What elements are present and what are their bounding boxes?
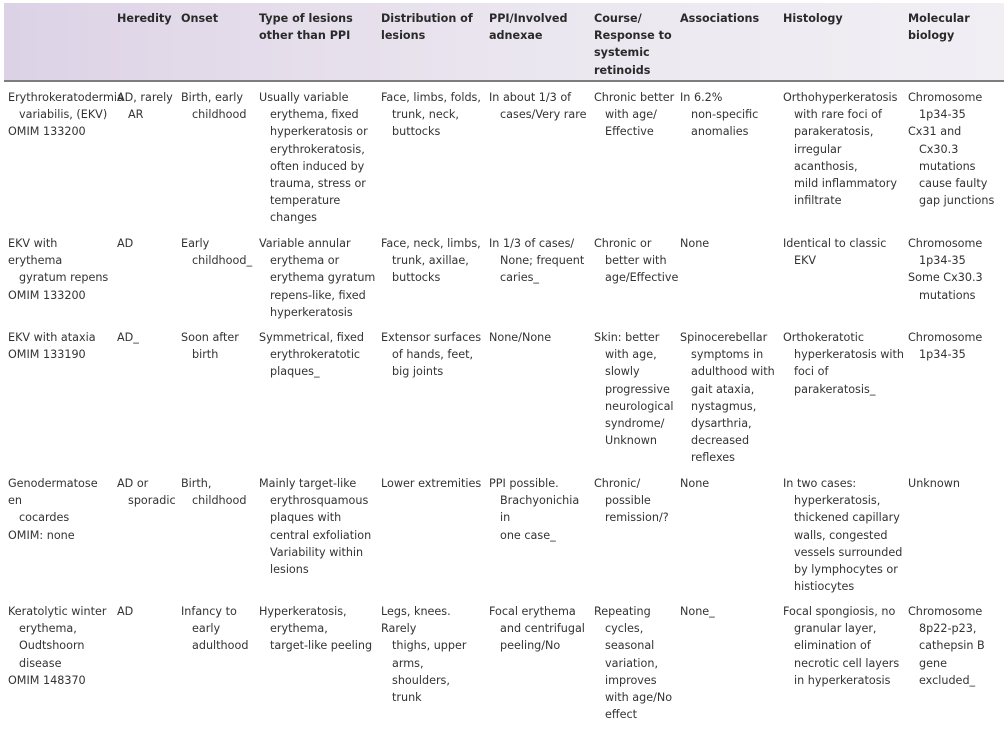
cell-line: AD or: [117, 477, 149, 490]
cell-line: None: [680, 477, 710, 490]
cell-line: Chronic/: [594, 477, 641, 490]
cell-disorder: [4, 322, 117, 468]
cell-line: adulthood with: [691, 365, 775, 379]
cell-line: non-specific: [691, 108, 759, 122]
header-line: adnexae: [489, 29, 543, 43]
cell-heredity: [117, 228, 181, 322]
cell-line: cases/Very rare: [500, 108, 587, 122]
cell-line: changes: [270, 211, 318, 225]
cell-line: Infancy to: [181, 605, 237, 618]
header-line: PPI/Involved: [489, 12, 568, 25]
cell-line: erythema gyratum: [270, 271, 376, 285]
cell-line: remission/?: [605, 511, 669, 525]
cell-line: better with: [605, 254, 667, 268]
cell-line: of hands, feet,: [392, 348, 474, 362]
cell-line: arms, shoulders,: [392, 656, 450, 687]
table-row: [4, 468, 1004, 596]
cell-line: vessels surrounded: [794, 545, 903, 559]
cell-onset: [181, 596, 259, 723]
cell-line: AD: [117, 237, 134, 250]
cell-line: peeling/No: [500, 639, 561, 653]
cell-line: 1p34-35: [919, 254, 966, 268]
cell-line: irregular acanthosis,: [794, 142, 858, 173]
cell-line: cathepsin B: [919, 639, 985, 653]
cell-line: mild inflammatory: [794, 177, 897, 191]
cell-line: Cx31 and: [908, 125, 962, 139]
cell-line: erythema, fixed: [270, 108, 359, 122]
cell-line: None_: [680, 605, 715, 618]
cell-lesion-type: [259, 228, 381, 322]
cell-line: plaques with: [270, 511, 342, 525]
header-line: Heredity: [117, 12, 172, 25]
cell-line: Mainly target-like: [259, 477, 357, 490]
cell-line: buttocks: [392, 271, 441, 285]
cell-line: AR: [128, 108, 144, 122]
cell-line: trunk, axillae,: [392, 254, 469, 268]
cell-heredity: [117, 596, 181, 723]
cell-line: Orthohyperkeratosis: [783, 91, 898, 104]
cell-line: and centrifugal: [500, 622, 585, 636]
cell-line: thighs, upper: [392, 639, 467, 653]
header-line: Response to: [594, 29, 672, 43]
cell-histology: [783, 468, 908, 596]
table-row: [4, 228, 1004, 322]
cell-distribution: [381, 228, 489, 322]
cell-line: None; frequent: [500, 254, 585, 268]
cell-disorder: [4, 228, 117, 322]
cell-course-response: [594, 468, 680, 596]
cell-line: walls, congested: [794, 528, 888, 542]
cell-line: one case_: [500, 528, 556, 542]
cell-line: None: [680, 237, 710, 250]
cell-line: OMIM 148370: [8, 673, 86, 687]
cell-distribution: [381, 322, 489, 468]
cell-line: erythrosquamous: [270, 494, 369, 508]
cell-line: Variable annular: [259, 237, 351, 250]
cell-heredity: [117, 468, 181, 596]
cell-line: gap junctions: [919, 194, 995, 208]
header-line: Histology: [783, 12, 843, 25]
column-header-associations: [680, 3, 783, 81]
cell-associations: [680, 228, 783, 322]
cell-line: possible: [605, 494, 651, 508]
cell-line: buttocks: [392, 125, 441, 139]
cell-heredity: [117, 322, 181, 468]
cell-line: Birth, early: [181, 91, 244, 104]
cell-distribution: [381, 596, 489, 723]
cell-line: Effective: [605, 125, 654, 139]
cell-line: EKV with ataxia: [8, 331, 96, 344]
genodermatoses-table: [4, 3, 1004, 723]
cell-line: cause faulty: [919, 177, 988, 191]
header-line: Distribution of: [381, 12, 473, 25]
cell-line: hyperkeratosis or: [270, 125, 368, 139]
cell-line: EKV: [794, 254, 817, 268]
cell-line: improves: [605, 673, 657, 687]
cell-line: Brachyonichia in: [500, 494, 580, 525]
cell-line: excluded_: [919, 673, 976, 687]
cell-line: with age/: [605, 108, 657, 122]
cell-line: AD_: [117, 331, 139, 344]
cell-line: big joints: [392, 365, 444, 379]
cell-line: Extensor surfaces: [381, 331, 482, 344]
cell-line: OMIM: none: [8, 528, 75, 542]
cell-histology: [783, 81, 908, 228]
header-line: Course/: [594, 12, 642, 25]
table-row: [4, 81, 1004, 228]
cell-line: progressive: [605, 382, 670, 396]
cell-line: parakeratosis,: [794, 125, 874, 139]
header-line: systemic: [594, 46, 650, 60]
cell-line: OMIM 133200: [8, 288, 86, 302]
cell-line: temperature: [270, 194, 341, 208]
cell-line: None/None: [489, 331, 552, 344]
cell-line: OMIM 133190: [8, 348, 86, 362]
cell-line: trunk: [392, 691, 422, 705]
cell-line: variabilis, (EKV): [19, 108, 108, 122]
cell-line: Usually variable: [259, 91, 349, 104]
cell-line: variation,: [605, 656, 659, 670]
cell-line: Unknown: [908, 477, 960, 490]
cell-line: gene: [919, 656, 947, 670]
cell-line: birth: [192, 348, 219, 362]
cell-molecular-biology: [908, 596, 1004, 723]
cell-line: gait ataxia,: [691, 382, 755, 396]
header-line: retinoids: [594, 63, 651, 77]
cell-line: early: [192, 622, 221, 636]
table-body: [4, 81, 1004, 723]
cell-line: Chronic better: [594, 91, 675, 104]
cell-line: Early: [181, 237, 210, 250]
header-line: Molecular: [908, 12, 970, 25]
cell-line: Erythrokeratodermia: [8, 91, 124, 104]
cell-line: age/Effective: [605, 271, 679, 285]
cell-line: necrotic cell layers: [794, 656, 900, 670]
cell-line: trunk, neck,: [392, 108, 459, 122]
cell-line: erythrokeratotic: [270, 348, 361, 362]
cell-onset: [181, 322, 259, 468]
header-row: [4, 3, 1004, 81]
cell-line: cycles,: [605, 622, 644, 636]
cell-line: seasonal: [605, 639, 655, 653]
cell-lesion-type: [259, 322, 381, 468]
cell-line: hyperkeratosis with: [794, 348, 905, 362]
cell-line: syndrome/: [605, 417, 665, 431]
cell-line: EKV with erythema: [8, 237, 63, 268]
cell-line: trauma, stress or: [270, 177, 366, 191]
cell-line: lesions: [270, 563, 309, 577]
cell-line: Focal spongiosis, no: [783, 605, 896, 618]
cell-disorder: [4, 468, 117, 596]
cell-line: Chromosome: [908, 331, 983, 344]
cell-line: Some Cx30.3: [908, 271, 983, 285]
cell-line: infiltrate: [794, 194, 842, 208]
cell-line: effect: [605, 708, 638, 722]
cell-distribution: [381, 81, 489, 228]
column-header-heredity: [117, 3, 181, 81]
cell-line: Cx30.3: [919, 142, 959, 156]
cell-line: Unknown: [605, 434, 657, 448]
cell-line: childhood_: [192, 254, 253, 268]
cell-associations: [680, 322, 783, 468]
cell-line: thickened capillary: [794, 511, 900, 525]
cell-molecular-biology: [908, 81, 1004, 228]
cell-line: Lower extremities: [381, 477, 482, 490]
cell-line: disease: [19, 656, 62, 670]
cell-line: AD, rarely: [117, 91, 173, 104]
cell-line: childhood: [192, 494, 247, 508]
cell-onset: [181, 81, 259, 228]
cell-heredity: [117, 81, 181, 228]
cell-line: Chromosome: [908, 605, 983, 618]
column-header-histology: [783, 3, 908, 81]
cell-line: decreased: [691, 434, 750, 448]
cell-line: Face, neck, limbs,: [381, 237, 481, 250]
cell-ppi-adnexae: [489, 322, 594, 468]
cell-course-response: [594, 322, 680, 468]
cell-line: Repeating: [594, 605, 651, 618]
cell-lesion-type: [259, 81, 381, 228]
cell-distribution: [381, 468, 489, 596]
cell-line: Keratolytic winter: [8, 605, 107, 618]
cell-line: Birth,: [181, 477, 212, 490]
cell-line: erythema,: [19, 622, 77, 636]
cell-onset: [181, 468, 259, 596]
cell-histology: [783, 596, 908, 723]
cell-line: central exfoliation: [270, 528, 372, 542]
header-line: biology: [908, 29, 955, 43]
cell-lesion-type: [259, 596, 381, 723]
cell-line: sporadic: [128, 494, 176, 508]
column-header-onset: [181, 3, 259, 81]
cell-course-response: [594, 228, 680, 322]
column-header-course-response: [594, 3, 680, 81]
cell-line: AD: [117, 605, 134, 618]
cell-line: hyperkeratosis,: [794, 494, 881, 508]
cell-line: Focal erythema: [489, 605, 576, 618]
cell-line: erythema,: [270, 622, 328, 636]
document-page: [4, 3, 1004, 723]
cell-line: erythrokeratosis,: [270, 142, 365, 156]
header-line: Type of lesions: [259, 12, 353, 25]
cell-line: repens-like, fixed: [270, 288, 366, 302]
cell-molecular-biology: [908, 322, 1004, 468]
cell-line: mutations: [919, 288, 976, 302]
cell-line: adulthood: [192, 639, 249, 653]
cell-line: mutations: [919, 159, 976, 173]
cell-line: In two cases:: [783, 477, 857, 490]
cell-line: Spinocerebellar: [680, 331, 768, 344]
cell-line: Hyperkeratosis,: [259, 605, 347, 618]
cell-line: Genodermatose en: [8, 477, 98, 508]
cell-line: In about 1/3 of: [489, 91, 572, 104]
column-header-ppi-adnexae: [489, 3, 594, 81]
cell-ppi-adnexae: [489, 468, 594, 596]
header-line: Onset: [181, 12, 219, 25]
cell-disorder: [4, 596, 117, 723]
table-header: [4, 3, 1004, 81]
cell-line: Symmetrical, fixed: [259, 331, 365, 344]
cell-line: by lymphocytes or: [794, 563, 898, 577]
cell-line: hyperkeratosis: [270, 305, 353, 319]
cell-line: Soon after: [181, 331, 239, 344]
cell-molecular-biology: [908, 228, 1004, 322]
cell-line: In 6.2%: [680, 91, 723, 104]
cell-line: with age,: [605, 348, 657, 362]
cell-ppi-adnexae: [489, 81, 594, 228]
cell-line: Identical to classic: [783, 237, 887, 250]
cell-line: neurological: [605, 399, 674, 413]
cell-lesion-type: [259, 468, 381, 596]
cell-histology: [783, 322, 908, 468]
column-header-distribution: [381, 3, 489, 81]
cell-line: cocardes: [19, 511, 70, 525]
cell-line: PPI possible.: [489, 477, 559, 490]
cell-associations: [680, 596, 783, 723]
cell-line: anomalies: [691, 125, 749, 139]
cell-ppi-adnexae: [489, 228, 594, 322]
cell-line: symptoms in: [691, 348, 764, 362]
cell-line: Oudtshoorn: [19, 639, 85, 653]
cell-line: plaques_: [270, 365, 320, 379]
cell-line: with rare foci of: [794, 108, 882, 122]
cell-histology: [783, 228, 908, 322]
cell-onset: [181, 228, 259, 322]
cell-line: 1p34-35: [919, 348, 966, 362]
cell-disorder: [4, 81, 124, 228]
cell-associations: [680, 81, 783, 228]
column-header-disorder: [4, 3, 117, 81]
cell-line: caries_: [500, 271, 540, 285]
cell-line: slowly: [605, 365, 640, 379]
cell-line: Chromosome: [908, 237, 983, 250]
cell-line: childhood: [192, 108, 247, 122]
cell-line: with age/No: [605, 691, 673, 705]
cell-line: elimination of: [794, 639, 871, 653]
cell-line: 1p34-35: [919, 108, 966, 122]
cell-line: foci of: [794, 365, 829, 379]
cell-associations: [680, 468, 783, 596]
column-header-lesion-type: [259, 3, 381, 81]
cell-line: In 1/3 of cases/: [489, 237, 575, 250]
cell-line: nystagmus,: [691, 399, 757, 413]
cell-line: reflexes: [691, 451, 735, 465]
header-line: Associations: [680, 12, 760, 25]
cell-line: granular layer,: [794, 622, 877, 636]
cell-line: Skin: better: [594, 331, 660, 344]
cell-line: histiocytes: [794, 580, 855, 594]
cell-line: gyratum repens: [19, 271, 109, 285]
header-line: other than PPI: [259, 29, 351, 43]
cell-line: Chromosome: [908, 91, 983, 104]
cell-line: Legs, knees. Rarely: [381, 605, 451, 636]
cell-line: OMIM 133200: [8, 125, 86, 139]
cell-line: Variability within: [270, 545, 364, 559]
cell-line: erythema or: [270, 254, 340, 268]
header-line: lesions: [381, 29, 426, 43]
cell-ppi-adnexae: [489, 596, 594, 723]
cell-course-response: [594, 596, 680, 723]
cell-line: Orthokeratotic: [783, 331, 865, 344]
cell-line: Chronic or: [594, 237, 652, 250]
cell-line: often induced by: [270, 159, 365, 173]
cell-molecular-biology: [908, 468, 1004, 596]
cell-line: dysarthria,: [691, 417, 752, 431]
cell-line: target-like peeling: [270, 639, 373, 653]
table-row: [4, 596, 1004, 723]
table-row: [4, 322, 1004, 468]
cell-line: 8p22-p23,: [919, 622, 977, 636]
cell-line: in hyperkeratosis: [794, 673, 891, 687]
cell-line: Face, limbs, folds,: [381, 91, 481, 104]
cell-line: parakeratosis_: [794, 382, 876, 396]
column-header-molecular-biology: [908, 3, 1004, 81]
cell-course-response: [594, 81, 680, 228]
